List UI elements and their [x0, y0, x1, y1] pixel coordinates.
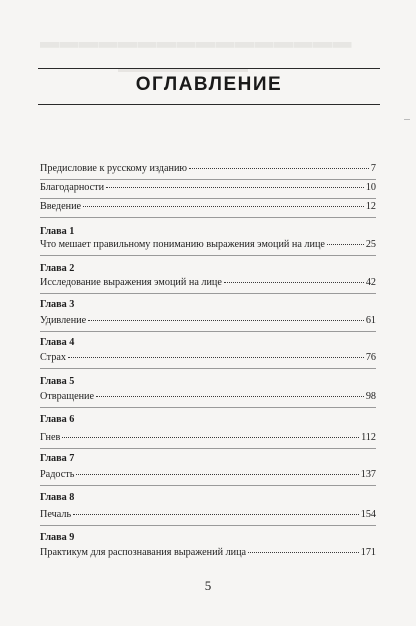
toc-entry-label: Страх	[40, 352, 66, 363]
leader-dots	[327, 244, 364, 245]
toc-entry-page: 137	[360, 469, 376, 480]
toc-entry-page: 61	[365, 315, 376, 326]
toc-entry-page: 154	[360, 509, 376, 520]
gutter-mark	[404, 119, 410, 120]
toc-separator	[40, 217, 376, 218]
toc-separator	[40, 525, 376, 526]
toc-separator	[40, 198, 376, 199]
toc-entry-label: Исследование выражения эмоций на лице	[40, 277, 222, 288]
leader-dots	[62, 437, 359, 438]
toc-entry-page: 42	[365, 277, 376, 288]
chapter-heading: Глава 2	[40, 263, 75, 274]
bleed-through-subtext: ▬▬▬▬▬▬▬▬▬▬▬▬▬	[118, 66, 248, 77]
toc-entry-label: Печаль	[40, 509, 72, 520]
toc-entry-page: 171	[360, 547, 376, 558]
toc-entry-chapter-2[interactable]	[40, 276, 376, 290]
leader-dots	[106, 187, 364, 188]
leader-dots	[73, 514, 359, 515]
toc-separator	[40, 255, 376, 256]
toc-entry-label: Радость	[40, 469, 75, 480]
toc-entry-page: 112	[361, 432, 376, 443]
leader-dots	[224, 282, 364, 283]
chapter-heading: Глава 5	[40, 376, 75, 387]
toc-entry-chapter-4[interactable]	[40, 351, 376, 365]
toc-separator	[40, 448, 376, 449]
toc-entry-page: 10	[365, 182, 376, 193]
toc-entry-acknowledgements[interactable]	[40, 181, 376, 195]
toc-entry-page: 12	[365, 201, 376, 212]
toc-entry-label: Удивление	[40, 315, 87, 326]
chapter-heading: Глава 3	[40, 299, 75, 310]
toc-entry-label: Предисловие к русскому изданию	[40, 163, 188, 174]
leader-dots	[189, 168, 369, 169]
chapter-heading: Глава 8	[40, 492, 75, 503]
toc-entry-chapter-9[interactable]	[40, 546, 376, 560]
toc-entry-page: 98	[365, 391, 376, 402]
toc-entry-label: Введение	[40, 201, 82, 212]
toc-separator	[40, 407, 376, 408]
toc-entry-chapter-7[interactable]	[40, 468, 376, 482]
toc-entry-label: Практикум для распознавания выражений лица	[40, 547, 247, 558]
leader-dots	[96, 396, 364, 397]
toc-entry-page: 76	[365, 352, 376, 363]
toc-separator	[40, 331, 376, 332]
leader-dots	[248, 552, 359, 553]
leader-dots	[88, 320, 364, 321]
chapter-heading: Глава 7	[40, 453, 75, 464]
toc-separator	[40, 179, 376, 180]
toc-entry-label: Что мешает правильному пониманию выражения эмоций на лице	[40, 239, 325, 250]
toc-entry-label: Отвращение	[40, 391, 95, 402]
toc-entry-chapter-3[interactable]	[40, 314, 376, 328]
title-bottom-rule	[38, 104, 380, 105]
toc-entry-chapter-1[interactable]	[40, 238, 376, 252]
toc-entry-label: Гнев	[40, 432, 61, 443]
toc-entry-chapter-5[interactable]	[40, 390, 376, 404]
leader-dots	[68, 357, 364, 358]
toc-entry-preface[interactable]	[40, 162, 376, 176]
toc-entry-label: Благодарности	[40, 182, 105, 193]
toc-entry-chapter-6[interactable]	[40, 431, 376, 445]
page-number: 5	[204, 578, 212, 593]
toc-entry-page: 7	[370, 163, 376, 174]
chapter-heading: Глава 1	[40, 226, 75, 237]
leader-dots	[76, 474, 358, 475]
toc-entry-introduction[interactable]	[40, 200, 376, 214]
bleed-through-text: ▬▬▬▬▬▬▬▬▬▬▬▬▬▬▬▬	[40, 37, 352, 58]
toc-entry-page: 25	[365, 239, 376, 250]
title-top-rule	[38, 68, 380, 69]
chapter-heading: Глава 6	[40, 414, 75, 425]
leader-dots	[83, 206, 364, 207]
toc-separator	[40, 368, 376, 369]
chapter-heading: Глава 9	[40, 532, 75, 543]
page-title: ОГЛАВЛЕНИЕ	[135, 74, 283, 95]
toc-separator	[40, 485, 376, 486]
toc-separator	[40, 293, 376, 294]
toc-entry-chapter-8[interactable]	[40, 508, 376, 522]
chapter-heading: Глава 4	[40, 337, 75, 348]
